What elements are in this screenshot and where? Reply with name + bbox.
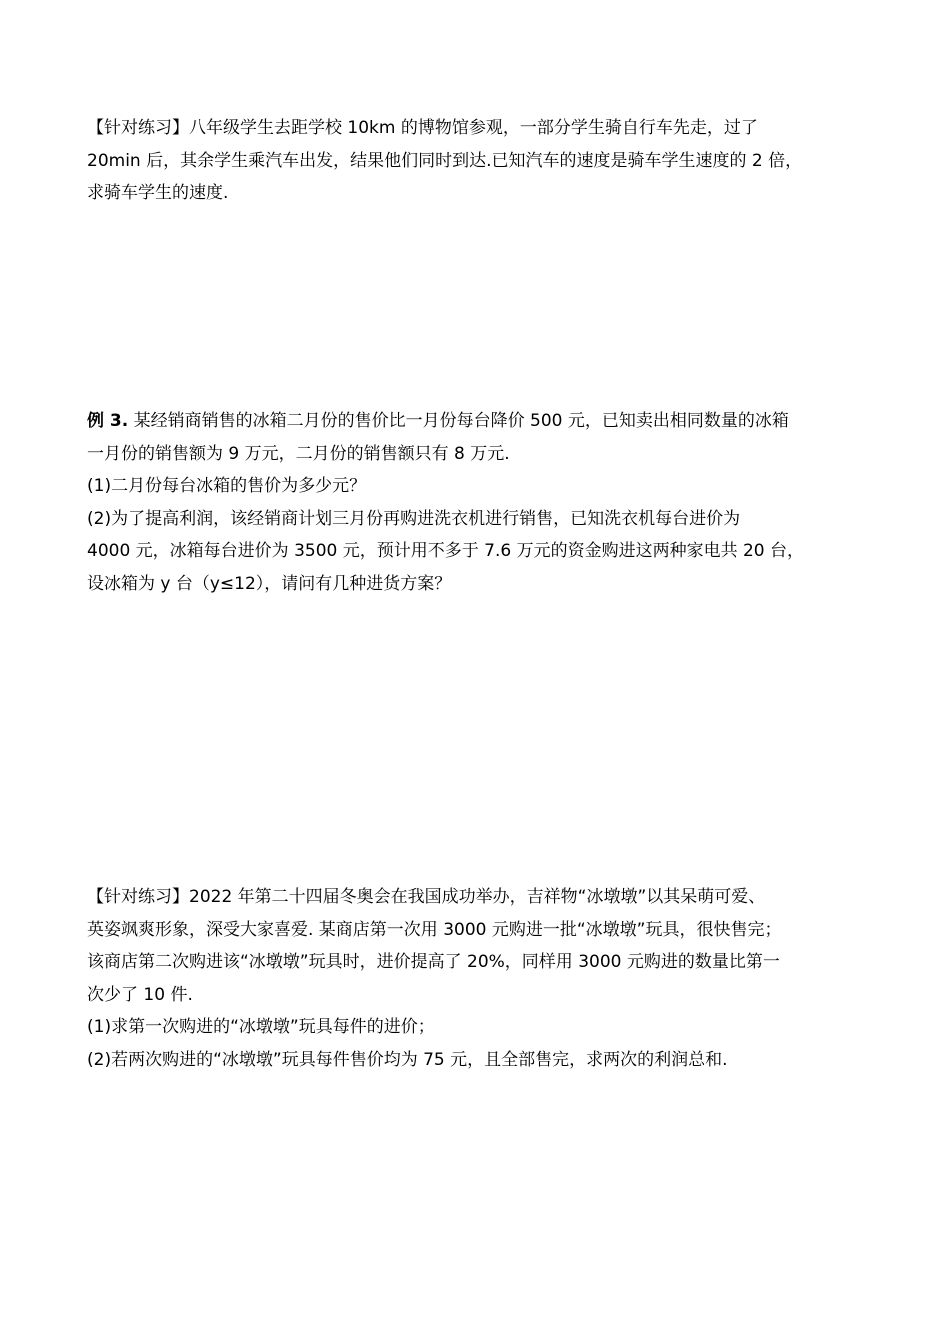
practice-1-text-1: 八年级学生去距学校 10km 的博物馆参观，一部分学生骑自行车先走，过了 <box>189 118 758 138</box>
practice-1-line-1 <box>87 112 877 145</box>
practice-1-line-2: 20min 后，其余学生乘汽车出发，结果他们同时到达.已知汽车的速度是骑车学生速度的 2 倍， <box>87 150 803 171</box>
practice-1-line-3: 求骑车学生的速度. <box>87 183 229 203</box>
practice-2-line-2: 英姿飒爽形象，深受大家喜爱. 某商店第一次用 3000 元购进一批“冰墩墩”玩具，很快售完； <box>87 919 782 940</box>
example-3-label: 例 3. <box>87 411 129 431</box>
practice-2-line-1 <box>87 881 877 914</box>
practice-1-label: 【针对练习】 <box>87 118 189 138</box>
practice-exercise-1 <box>87 112 877 210</box>
practice-2-text-1: 2022 年第二十四届冬奥会在我国成功举办，吉祥物“冰墩墩”以其呆萌可爱、 <box>189 887 766 907</box>
example-3-line-2: 一月份的销售额为 9 万元，二月份的销售额只有 8 万元. <box>87 443 510 464</box>
example-3-text-1: 某经销商销售的冰箱二月份的售价比一月份每台降价 500 元，已知卖出相同数量的冰箱 <box>128 411 789 431</box>
practice-2-label: 【针对练习】 <box>87 887 189 907</box>
example-3 <box>87 405 877 600</box>
example-3-line-6: 设冰箱为 y 台（y≤12），请问有几种进货方案？ <box>87 573 452 594</box>
practice-2-line-3: 该商店第二次购进该“冰墩墩”玩具时，进价提高了 20%，同样用 3000 元购进的数量比第一 <box>87 952 780 972</box>
example-3-line-1 <box>87 405 877 438</box>
practice-2-question-1: (1)求第一次购进的“冰墩墩”玩具每件的进价； <box>87 1017 435 1037</box>
practice-2-question-2: (2)若两次购进的“冰墩墩”玩具每件售价均为 75 元，且全部售完，求两次的利润总和. <box>87 1049 728 1070</box>
practice-exercise-2 <box>87 881 877 1076</box>
example-3-line-5: 4000 元，冰箱每台进价为 3500 元，预计用不多于 7.6 万元的资金购进这两种家电共 20 台， <box>87 541 805 561</box>
practice-2-line-4: 次少了 10 件. <box>87 984 193 1005</box>
example-3-question-1: (1)二月份每台冰箱的售价为多少元？ <box>87 476 367 496</box>
example-3-question-2: (2)为了提高利润，该经销商计划三月份再购进洗衣机进行销售，已知洗衣机每台进价为 <box>87 508 741 529</box>
